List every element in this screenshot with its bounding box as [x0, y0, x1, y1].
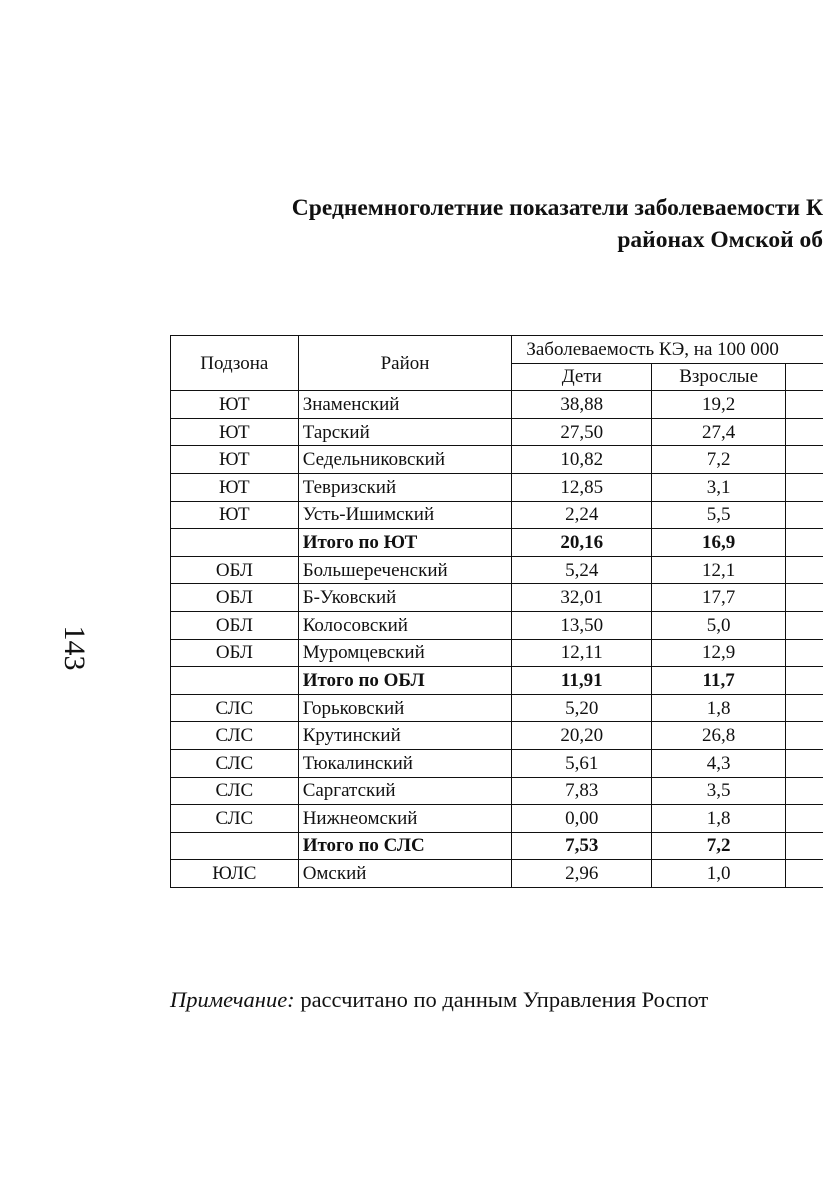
table-row: [171, 391, 823, 419]
children-value-cell: 13,50: [512, 611, 652, 639]
district-cell: Горьковский: [298, 694, 512, 722]
children-value-cell: 20,16: [512, 529, 652, 557]
table-row: [171, 749, 823, 777]
subzone-cell: ОБЛ: [171, 556, 299, 584]
table-row: [171, 556, 823, 584]
adults-value-cell: 19,2: [652, 391, 786, 419]
district-cell: Муромцевский: [298, 639, 512, 667]
adults-value-cell: 12,1: [652, 556, 786, 584]
subzone-cell: [171, 529, 299, 557]
subzone-cell: СЛС: [171, 749, 299, 777]
adults-value-cell: 1,0: [652, 860, 786, 888]
cut-off-cell: [786, 391, 823, 419]
adults-value-cell: 3,5: [652, 777, 786, 805]
subzone-cell: ЮТ: [171, 446, 299, 474]
cut-off-cell: [786, 446, 823, 474]
table-row: [171, 501, 823, 529]
cut-off-cell: [786, 584, 823, 612]
table-body: [171, 391, 823, 888]
children-header: Дети: [512, 363, 652, 391]
cut-off-cell: [786, 529, 823, 557]
district-cell: Усть-Ишимский: [298, 501, 512, 529]
district-cell: Колосовский: [298, 611, 512, 639]
subzone-cell: ОБЛ: [171, 639, 299, 667]
children-value-cell: 2,24: [512, 501, 652, 529]
district-cell: Седельниковский: [298, 446, 512, 474]
children-value-cell: 38,88: [512, 391, 652, 419]
children-value-cell: 11,91: [512, 667, 652, 695]
cut-off-header: [786, 363, 823, 391]
district-cell: Саргатский: [298, 777, 512, 805]
incidence-table: [170, 335, 823, 888]
adults-value-cell: 16,9: [652, 529, 786, 557]
table-title-line-1: Среднемноголетние показатели заболеваемости К: [291, 195, 823, 221]
table-row: [171, 446, 823, 474]
district-cell: Б-Уковский: [298, 584, 512, 612]
cut-off-cell: [786, 473, 823, 501]
cut-off-cell: [786, 749, 823, 777]
table-title-line-2: районах Омской об: [617, 227, 823, 253]
district-cell: Итого по ОБЛ: [298, 667, 512, 695]
adults-value-cell: 1,8: [652, 694, 786, 722]
adults-value-cell: 11,7: [652, 667, 786, 695]
subzone-cell: СЛС: [171, 777, 299, 805]
district-cell: Омский: [298, 860, 512, 888]
table-row: [171, 639, 823, 667]
district-header: Район: [298, 336, 512, 391]
cut-off-cell: [786, 694, 823, 722]
children-value-cell: 32,01: [512, 584, 652, 612]
cut-off-cell: [786, 501, 823, 529]
district-cell: Итого по ЮТ: [298, 529, 512, 557]
subzone-cell: СЛС: [171, 694, 299, 722]
incidence-group-header: Заболеваемость КЭ, на 100 000: [512, 336, 823, 364]
cut-off-cell: [786, 639, 823, 667]
table-row: [171, 611, 823, 639]
district-cell: Тарский: [298, 418, 512, 446]
subzone-cell: ЮТ: [171, 418, 299, 446]
table-total-row: [171, 667, 823, 695]
subzone-cell: ЮТ: [171, 473, 299, 501]
children-value-cell: 12,11: [512, 639, 652, 667]
table-note: [170, 985, 708, 1015]
children-value-cell: 0,00: [512, 805, 652, 833]
table-total-row: [171, 529, 823, 557]
table-row: [171, 473, 823, 501]
adults-value-cell: 5,0: [652, 611, 786, 639]
subzone-cell: СЛС: [171, 805, 299, 833]
subzone-cell: ЮТ: [171, 391, 299, 419]
district-cell: Итого по СЛС: [298, 832, 512, 860]
adults-value-cell: 7,2: [652, 446, 786, 474]
adults-value-cell: 5,5: [652, 501, 786, 529]
adults-value-cell: 7,2: [652, 832, 786, 860]
cut-off-cell: [786, 667, 823, 695]
table-total-row: [171, 832, 823, 860]
children-value-cell: 7,53: [512, 832, 652, 860]
cut-off-cell: [786, 860, 823, 888]
note-text: рассчитано по данным Управления Роспот: [294, 987, 709, 1012]
adults-value-cell: 4,3: [652, 749, 786, 777]
subzone-header: Подзона: [171, 336, 299, 391]
table-row: [171, 694, 823, 722]
cut-off-cell: [786, 418, 823, 446]
table-row: [171, 805, 823, 833]
page-number: 143: [58, 625, 91, 671]
table-row: [171, 722, 823, 750]
subzone-cell: ОБЛ: [171, 584, 299, 612]
subzone-cell: [171, 832, 299, 860]
table-row: [171, 860, 823, 888]
children-value-cell: 2,96: [512, 860, 652, 888]
adults-value-cell: 27,4: [652, 418, 786, 446]
children-value-cell: 27,50: [512, 418, 652, 446]
district-cell: Знаменский: [298, 391, 512, 419]
cut-off-cell: [786, 777, 823, 805]
cut-off-cell: [786, 611, 823, 639]
adults-value-cell: 3,1: [652, 473, 786, 501]
district-cell: Нижнеомский: [298, 805, 512, 833]
cut-off-cell: [786, 722, 823, 750]
children-value-cell: 5,61: [512, 749, 652, 777]
district-cell: Большереченский: [298, 556, 512, 584]
children-value-cell: 5,24: [512, 556, 652, 584]
adults-value-cell: 17,7: [652, 584, 786, 612]
adults-value-cell: 26,8: [652, 722, 786, 750]
children-value-cell: 20,20: [512, 722, 652, 750]
note-label: Примечание:: [170, 987, 295, 1012]
subzone-cell: ОБЛ: [171, 611, 299, 639]
adults-value-cell: 1,8: [652, 805, 786, 833]
subzone-cell: СЛС: [171, 722, 299, 750]
cut-off-cell: [786, 805, 823, 833]
children-value-cell: 7,83: [512, 777, 652, 805]
table-row: [171, 584, 823, 612]
children-value-cell: 12,85: [512, 473, 652, 501]
subzone-cell: ЮТ: [171, 501, 299, 529]
table-row: [171, 777, 823, 805]
cut-off-cell: [786, 556, 823, 584]
adults-value-cell: 12,9: [652, 639, 786, 667]
table-row: [171, 418, 823, 446]
adults-header: Взрослые: [652, 363, 786, 391]
subzone-cell: [171, 667, 299, 695]
district-cell: Крутинский: [298, 722, 512, 750]
children-value-cell: 5,20: [512, 694, 652, 722]
cut-off-cell: [786, 832, 823, 860]
subzone-cell: ЮЛС: [171, 860, 299, 888]
district-cell: Тевризский: [298, 473, 512, 501]
children-value-cell: 10,82: [512, 446, 652, 474]
district-cell: Тюкалинский: [298, 749, 512, 777]
